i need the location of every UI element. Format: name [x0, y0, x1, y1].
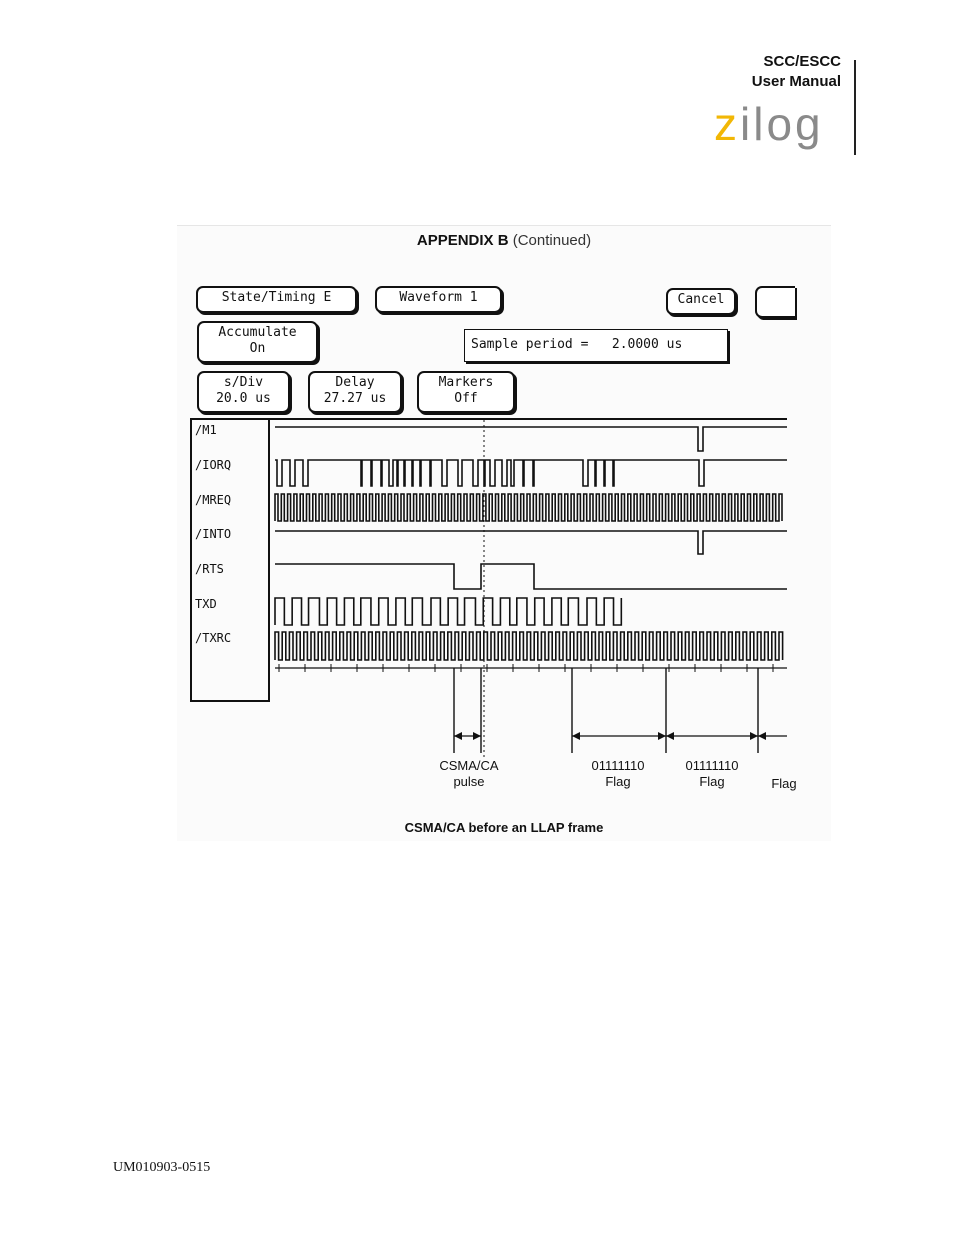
flag2-annotation-line2: Flag: [699, 774, 725, 789]
accumulate-button[interactable]: [197, 321, 318, 363]
accumulate-label: Accumulate: [218, 325, 297, 340]
signal-label: /INTO: [195, 527, 232, 541]
flag3-span-arrow-head: [758, 732, 766, 740]
delay-value: 27.27 us: [323, 391, 387, 406]
markers-button[interactable]: [417, 371, 515, 413]
flag2-span-arrow-head-left: [666, 732, 674, 740]
accumulate-value: On: [249, 341, 266, 356]
delay-label: Delay: [335, 375, 375, 390]
markers-label: Markers: [438, 375, 494, 390]
flag1-annotation-line1: 01111110: [591, 758, 645, 773]
logo-letters: ilog: [740, 100, 824, 150]
sdiv-label: s/Div: [223, 375, 264, 390]
waveform-label: Waveform 1: [399, 290, 478, 305]
timing-waveform-display: [190, 418, 800, 813]
signal-label: /MREQ: [195, 493, 232, 507]
markers-value: Off: [454, 391, 478, 406]
sdiv-value: 20.0 us: [216, 391, 271, 406]
trace-txrc: [275, 632, 783, 660]
flag1-annotation-line2: Flag: [605, 774, 631, 789]
flag2-span-arrow-head-right: [750, 732, 758, 740]
sample-period-field: [464, 329, 728, 362]
figure-title-bold: APPENDIX B: [416, 232, 509, 249]
logo-wordmark: [714, 100, 824, 150]
csma-span-arrow-head-right: [473, 732, 481, 740]
figure-title: [177, 232, 831, 249]
logo-letter-z: z: [714, 100, 740, 150]
delay-button[interactable]: [308, 371, 402, 413]
figure-title-continued: (Continued): [512, 232, 592, 249]
partial-button[interactable]: [755, 286, 795, 318]
waveform-button[interactable]: [375, 286, 502, 313]
flag1-span-arrow-head-left: [572, 732, 580, 740]
zilog-logo: [714, 100, 844, 158]
signal-labels: [195, 423, 231, 645]
header-title-line2: User Manual: [751, 73, 841, 90]
header-title-line1: SCC/ESCC: [763, 53, 841, 70]
cancel-button[interactable]: [666, 288, 736, 315]
signal-label: /TXRC: [195, 631, 232, 645]
marker-annotations: [439, 758, 796, 791]
signal-traces: [275, 427, 787, 660]
state-timing-label: State/Timing E: [221, 290, 332, 305]
sample-period-text: Sample period = 2.0000 us: [471, 337, 683, 352]
csma-span-arrow-head-left: [454, 732, 462, 740]
state-timing-button[interactable]: [196, 286, 357, 313]
trace-into: [275, 531, 787, 554]
trace-iorq: [275, 460, 787, 486]
signal-label: TXD: [195, 597, 217, 611]
csma-annotation-line2: pulse: [453, 774, 485, 789]
figure-caption: CSMA/CA before an LLAP frame: [404, 820, 604, 835]
signal-label: /M1: [195, 423, 217, 437]
flag2-annotation-line1: 01111110: [685, 758, 739, 773]
signal-label: /IORQ: [195, 458, 232, 472]
trace-m1: [275, 427, 787, 451]
header-divider: [854, 60, 856, 155]
flag1-span-arrow-head-right: [658, 732, 666, 740]
footer-doc-number: UM010903-0515: [113, 1160, 211, 1175]
measurement-markers: [454, 668, 787, 753]
trace-txd: [275, 598, 621, 625]
cancel-label: Cancel: [677, 292, 725, 307]
csma-annotation-line1: CSMA/CA: [439, 758, 499, 773]
document-header: [752, 52, 841, 92]
sdiv-button[interactable]: [197, 371, 290, 413]
trace-mreq: [275, 494, 782, 521]
signal-label: /RTS: [195, 562, 224, 576]
trace-rts: [275, 564, 787, 589]
flag3-annotation-line2: Flag: [771, 776, 797, 791]
